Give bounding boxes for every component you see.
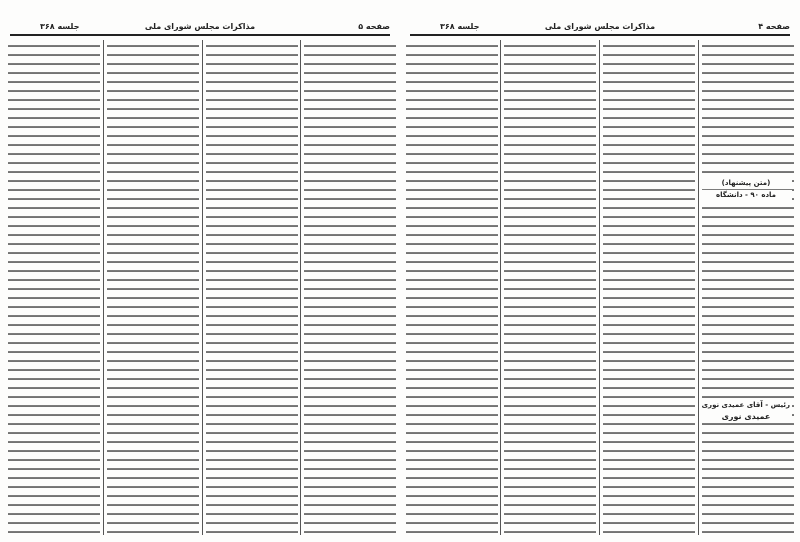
section-heading: ماده ۹۰ - دانشگاه <box>700 190 792 200</box>
column-divider <box>698 40 699 535</box>
page-number: صفحه ۵ <box>358 22 390 31</box>
speaker-heading: رئیس - آقای عمیدی نوری <box>701 401 790 409</box>
section-heading: (متن پیشنهاد) <box>700 178 792 188</box>
text-column <box>406 40 498 535</box>
text-column <box>304 40 396 535</box>
speaker-heading: عمیدی نوری <box>700 412 792 422</box>
text-column <box>702 40 794 535</box>
session-number: جلسه ۳۶۸ <box>440 22 480 31</box>
column-divider <box>500 40 501 535</box>
text-column <box>8 40 100 535</box>
session-number: جلسه ۳۶۸ <box>40 22 80 31</box>
column-divider <box>300 40 301 535</box>
page-number: صفحه ۴ <box>758 22 790 31</box>
text-column <box>603 40 695 535</box>
page-title: مذاکرات مجلس شورای ملی <box>144 22 256 31</box>
text-column <box>504 40 596 535</box>
column-divider <box>202 40 203 535</box>
text-column <box>107 40 199 535</box>
page-header <box>410 22 790 34</box>
text-column <box>206 40 298 535</box>
column-divider <box>599 40 600 535</box>
column-divider <box>103 40 104 535</box>
page-title: مذاکرات مجلس شورای ملی <box>544 22 656 31</box>
header-rule <box>10 34 390 36</box>
right-page <box>400 0 800 542</box>
page-header <box>10 22 390 34</box>
header-rule <box>410 34 790 36</box>
